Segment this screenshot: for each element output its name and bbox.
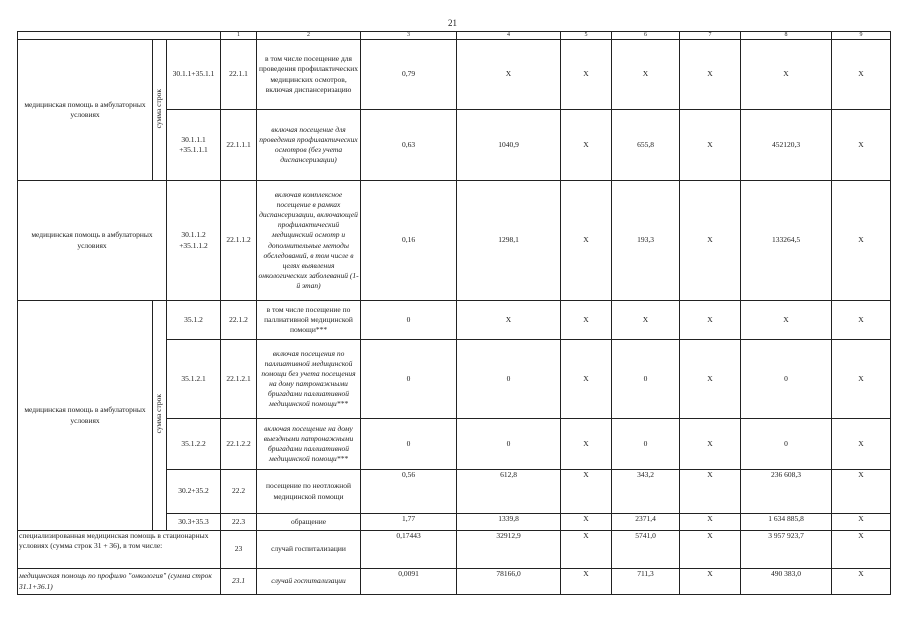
header-col-7: 7: [680, 32, 741, 40]
statistics-table: [17, 31, 891, 595]
cell-col-4: 78166,0: [457, 569, 561, 595]
header-col-4: 4: [457, 32, 561, 40]
header-row: [18, 32, 891, 40]
row-group-label: медицинская помощь в амбулаторных условиях: [18, 181, 167, 301]
cell-col-5: X: [561, 340, 612, 419]
cell-col-8: 1 634 885,8: [741, 514, 832, 531]
cell-col-9: X: [832, 569, 891, 595]
cell-col-5: X: [561, 40, 612, 110]
cell-col-4: 1298,1: [457, 181, 561, 301]
header-col-9: 9: [832, 32, 891, 40]
row-description: в том числе посещение для проведения профилактических медицинских осмотров, включая диспансеризацию: [257, 40, 361, 110]
cell-col-5: X: [561, 514, 612, 531]
cell-col-4: X: [457, 301, 561, 340]
cell-col-5: X: [561, 419, 612, 470]
cell-col-8: 0: [741, 419, 832, 470]
header-col-2: 2: [257, 32, 361, 40]
cell-col-6: 655,8: [612, 110, 680, 181]
cell-col-6: 193,3: [612, 181, 680, 301]
header-col-6: 6: [612, 32, 680, 40]
row-number: 22.1.1.2: [221, 181, 257, 301]
header-blank: [18, 32, 221, 40]
cell-col-7: X: [680, 470, 741, 514]
cell-col-3: 0,16: [361, 181, 457, 301]
cell-col-6: 711,3: [612, 569, 680, 595]
row-number: 22.3: [221, 514, 257, 531]
row-number: 22.1.2.2: [221, 419, 257, 470]
row-code: 30.2+35.2: [167, 470, 221, 514]
row-number: 22.1.2: [221, 301, 257, 340]
page-number: 21: [448, 18, 457, 28]
row-code: 35.1.2.1: [167, 340, 221, 419]
row-number: 22.1.1: [221, 40, 257, 110]
row-code: 30.1.1.1 +35.1.1.1: [167, 110, 221, 181]
table-row: [18, 301, 891, 340]
row-code: 35.1.2: [167, 301, 221, 340]
cell-col-3: 0: [361, 301, 457, 340]
row-description: случай госпитализации: [257, 569, 361, 595]
cell-col-9: X: [832, 110, 891, 181]
row-group-label: медицинская помощь в амбулаторных условиях: [18, 40, 153, 181]
row-description: случай госпитализации: [257, 531, 361, 569]
row-code: 30.3+35.3: [167, 514, 221, 531]
cell-col-7: X: [680, 514, 741, 531]
row-description: включая комплексное посещение в рамках диспансеризации, включающей профилактический медицинский осмотр и дополнительные методы обследований, в том числе в целях выявления онкологических заболеваний (1-й этап): [257, 181, 361, 301]
cell-col-9: X: [832, 340, 891, 419]
table-row: [18, 531, 891, 569]
header-col-3: 3: [361, 32, 457, 40]
cell-col-6: X: [612, 301, 680, 340]
row-number: 23: [221, 531, 257, 569]
cell-col-8: 3 957 923,7: [741, 531, 832, 569]
row-number: 22.2: [221, 470, 257, 514]
table-row: [18, 569, 891, 595]
header-col-5: 5: [561, 32, 612, 40]
cell-col-4: 612,8: [457, 470, 561, 514]
cell-col-8: 490 383,0: [741, 569, 832, 595]
sum-rows-label: сумма строк: [153, 301, 167, 531]
cell-col-8: X: [741, 301, 832, 340]
cell-col-9: X: [832, 470, 891, 514]
cell-col-9: X: [832, 301, 891, 340]
row-code: 30.1.1.2 +35.1.1.2: [167, 181, 221, 301]
cell-col-5: X: [561, 301, 612, 340]
cell-col-9: X: [832, 514, 891, 531]
row-description: включая посещение для проведения профилактических осмотров (без учета диспансеризации): [257, 110, 361, 181]
cell-col-7: X: [680, 569, 741, 595]
cell-col-7: X: [680, 40, 741, 110]
cell-col-4: 0: [457, 340, 561, 419]
cell-col-7: X: [680, 531, 741, 569]
row-description: включая посещения по паллиативной медицинской помощи без учета посещения на дому патронажными бригадами паллиативной медицинской помощи***: [257, 340, 361, 419]
row-description: в том числе посещение по паллиативной медицинской помощи***: [257, 301, 361, 340]
cell-col-4: 1040,9: [457, 110, 561, 181]
cell-col-7: X: [680, 181, 741, 301]
row-number: 23.1: [221, 569, 257, 595]
row-description: обращение: [257, 514, 361, 531]
cell-col-5: X: [561, 569, 612, 595]
cell-col-8: 0: [741, 340, 832, 419]
cell-col-6: 2371,4: [612, 514, 680, 531]
row-code: 35.1.2.2: [167, 419, 221, 470]
cell-col-3: 0: [361, 419, 457, 470]
cell-col-4: 0: [457, 419, 561, 470]
table-row: [18, 40, 891, 110]
cell-col-9: X: [832, 531, 891, 569]
cell-col-5: X: [561, 181, 612, 301]
row-description: включая посещение на дому выездными патронажными бригадами паллиативной медицинской помощи***: [257, 419, 361, 470]
cell-col-8: 452120,3: [741, 110, 832, 181]
header-col-1: 1: [221, 32, 257, 40]
cell-col-9: X: [832, 419, 891, 470]
cell-col-9: X: [832, 181, 891, 301]
row-code: 30.1.1+35.1.1: [167, 40, 221, 110]
cell-col-5: X: [561, 470, 612, 514]
cell-col-7: X: [680, 340, 741, 419]
header-col-8: 8: [741, 32, 832, 40]
cell-col-8: X: [741, 40, 832, 110]
cell-col-8: 236 608,3: [741, 470, 832, 514]
cell-col-4: 32912,9: [457, 531, 561, 569]
cell-col-3: 0,79: [361, 40, 457, 110]
cell-col-6: 0: [612, 419, 680, 470]
cell-col-6: 5741,0: [612, 531, 680, 569]
cell-col-3: 0,63: [361, 110, 457, 181]
cell-col-3: 0,56: [361, 470, 457, 514]
cell-col-9: X: [832, 40, 891, 110]
cell-col-8: 133264,5: [741, 181, 832, 301]
cell-col-7: X: [680, 419, 741, 470]
cell-col-3: 0: [361, 340, 457, 419]
row-description: посещение по неотложной медицинской помощи: [257, 470, 361, 514]
row-number: 22.1.2.1: [221, 340, 257, 419]
cell-col-5: X: [561, 110, 612, 181]
cell-col-4: X: [457, 40, 561, 110]
row-group-label: медицинская помощь в амбулаторных условиях: [18, 301, 153, 531]
cell-col-3: 1,77: [361, 514, 457, 531]
cell-col-7: X: [680, 301, 741, 340]
row-label-oncology: медицинская помощь по профилю "онкология" (сумма строк 31.1+36.1): [18, 569, 221, 595]
cell-col-7: X: [680, 110, 741, 181]
cell-col-4: 1339,8: [457, 514, 561, 531]
cell-col-3: 0,0091: [361, 569, 457, 595]
cell-col-6: 0: [612, 340, 680, 419]
cell-col-3: 0,17443: [361, 531, 457, 569]
row-number: 22.1.1.1: [221, 110, 257, 181]
row-label-specialized: специализированная медицинская помощь в стационарных условиях (сумма строк 31 + 36), в том числе:: [18, 531, 221, 569]
cell-col-6: X: [612, 40, 680, 110]
sum-rows-label: сумма строк: [153, 40, 167, 181]
cell-col-6: 343,2: [612, 470, 680, 514]
cell-col-5: X: [561, 531, 612, 569]
table-row: [18, 181, 891, 301]
